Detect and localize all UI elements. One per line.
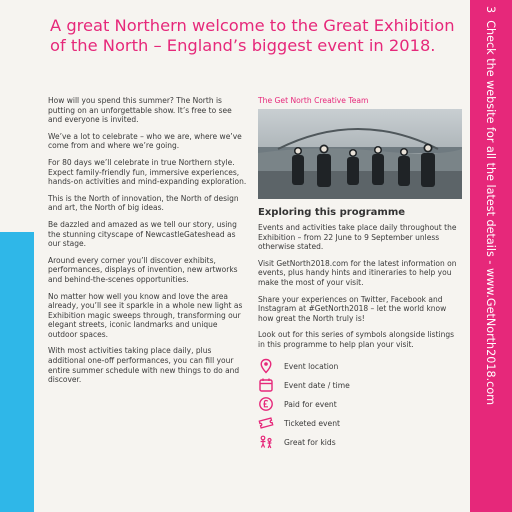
side-strip-message: Check the website for all the latest details - www.GetNorth2018.com <box>484 20 497 406</box>
symbol-legend <box>258 357 462 452</box>
price-tag-icon <box>258 396 274 412</box>
intro-paragraph: For 80 days we’ll celebrate in true Northern style. Expect family-friendly fun, immersive experiences, hands-on activities and mind-expanding exploration. <box>48 157 247 187</box>
ticket-icon <box>258 415 274 431</box>
intro-paragraph: With most activities taking place daily, plus additional one-off performances, you can fill your entire summer schedule with new things to do and discover. <box>48 346 240 385</box>
legend-item-kids <box>258 433 462 452</box>
programme-column <box>258 96 462 452</box>
calendar-icon <box>258 377 274 393</box>
legend-item-location <box>258 357 462 376</box>
legend-item-paid <box>258 395 462 414</box>
legend-label: Ticketed event <box>284 418 340 428</box>
team-photo-illustration <box>258 109 462 199</box>
intro-paragraph: No matter how well you know and love the area already, you’ll see it sparkle in a whole new light as Exhibition magic sweeps through, transforming our elegant streets, iconic landmarks and unique outdoor spaces. <box>48 291 243 339</box>
kids-icon <box>258 434 274 450</box>
intro-paragraph: We’ve a lot to celebrate – who we are, where we’ve come from and where we’re going. <box>48 131 242 151</box>
programme-paragraph: Events and activities take place daily throughout the Exhibition – from 22 June to 9 September unless otherwise stated. <box>258 223 457 252</box>
side-strip-text <box>473 6 507 506</box>
page-number: 3 <box>484 6 497 14</box>
section-title: Exploring this programme <box>258 207 406 218</box>
intro-paragraph: Be dazzled and amazed as we tell our story, using the stunning cityscape of NewcastleGateshead as our stage. <box>48 219 237 249</box>
intro-paragraph: This is the North of innovation, the North of design and art, the North of big ideas. <box>48 193 239 213</box>
legend-label: Great for kids <box>284 437 336 447</box>
cyan-margin-bar <box>0 232 34 512</box>
legend-label: Event location <box>284 361 339 371</box>
photo-caption: The Get North Creative Team <box>258 96 369 105</box>
intro-column <box>48 96 248 392</box>
programme-paragraph: Look out for this series of symbols alongside listings in this programme to help plan your visit. <box>258 330 455 349</box>
team-photo <box>258 109 462 199</box>
legend-item-ticketed <box>258 414 462 433</box>
page-headline: A great Northern welcome to the Great Exhibition of the North – England’s biggest event in 2018. <box>50 16 455 55</box>
intro-paragraph: Around every corner you’ll discover exhibits, performances, displays of invention, new artworks and behind-the-scenes opportunities. <box>48 255 238 284</box>
intro-paragraph: How will you spend this summer? The North is putting on an unforgettable show. It’s free to see and everyone is invited. <box>48 96 232 125</box>
legend-label: Event date / time <box>284 380 350 390</box>
programme-paragraph: Visit GetNorth2018.com for the latest information on events, plus handy hints and itineraries to help you make the most of your visit. <box>258 258 457 287</box>
legend-label: Paid for event <box>284 399 337 409</box>
legend-item-date <box>258 376 462 395</box>
programme-paragraph: Share your experiences on Twitter, Facebook and Instagram at #GetNorth2018 – let the world know how great the North truly is! <box>258 294 447 323</box>
location-pin-icon <box>258 358 274 374</box>
